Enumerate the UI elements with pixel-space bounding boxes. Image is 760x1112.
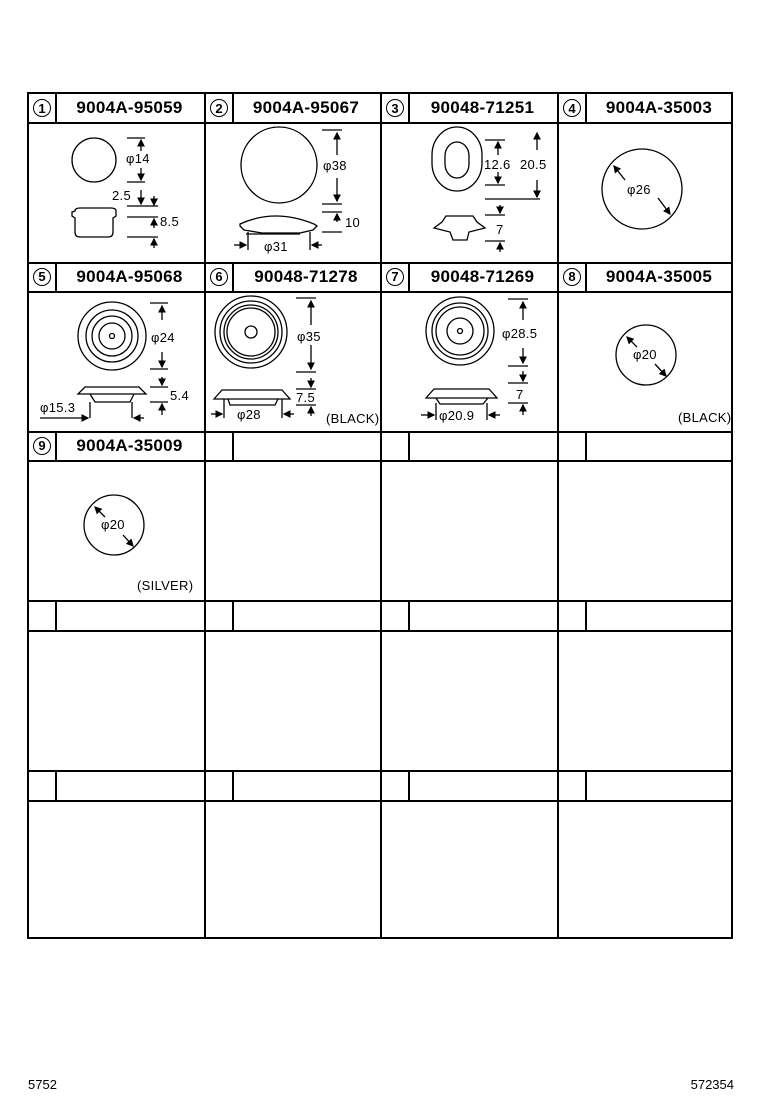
part-8-index: 8 xyxy=(559,263,585,290)
part-5-dim-diameter: φ24 xyxy=(151,330,175,345)
part-1-index: 1 xyxy=(29,94,55,122)
part-8-number[interactable]: 9004A-35005 xyxy=(605,266,713,286)
part-5-dim-inner-diameter: φ15.3 xyxy=(40,400,76,415)
part-4-dim-diameter: φ26 xyxy=(627,182,651,197)
part-4-number[interactable]: 9004A-35003 xyxy=(605,98,713,117)
part-4-index: 4 xyxy=(559,94,585,122)
part-6-number[interactable]: 90048-71278 xyxy=(254,266,358,286)
part-6-dim-inner-diameter: φ28 xyxy=(237,407,261,422)
part-7-number[interactable]: 90048-71269 xyxy=(430,266,535,286)
part-7-dim-inner-diameter: φ20.9 xyxy=(439,408,475,423)
part-1-number[interactable]: 9004A-95059 xyxy=(76,98,183,117)
part-3-drawing xyxy=(432,127,540,252)
part-2-dim-height: 10 xyxy=(345,215,361,230)
part-2-dim-inner-diameter: φ31 xyxy=(264,239,288,254)
part-3-dim-outer: 20.5 xyxy=(520,157,547,172)
part-1-dim-flange: 2.5 xyxy=(112,188,131,203)
part-9-note: (SILVER) xyxy=(137,578,194,593)
part-9-dim-diameter: φ20 xyxy=(101,517,125,532)
part-6-note: (BLACK) xyxy=(326,411,380,426)
part-6-dim-height: 7.5 xyxy=(296,390,315,405)
part-1-dim-diameter: φ14 xyxy=(126,151,150,166)
part-5-number[interactable]: 9004A-95068 xyxy=(76,266,183,286)
part-5-index: 5 xyxy=(29,263,55,290)
part-7-index: 7 xyxy=(382,263,408,290)
footer-right-code: 572354 xyxy=(690,1077,734,1092)
part-9-index: 9 xyxy=(29,432,55,459)
part-2-number[interactable]: 9004A-95067 xyxy=(252,98,360,117)
footer-left-code: 5752 xyxy=(28,1077,57,1092)
part-5-dim-height: 5.4 xyxy=(170,388,189,403)
part-7-drawing xyxy=(421,297,528,420)
part-3-index: 3 xyxy=(382,94,408,122)
part-2-drawing xyxy=(234,127,342,250)
part-8-dim-diameter: φ20 xyxy=(633,347,657,362)
part-6-index: 6 xyxy=(206,263,232,290)
part-6-dim-diameter: φ35 xyxy=(297,329,321,344)
part-3-dim-inner: 12.6 xyxy=(484,157,511,172)
part-3-number[interactable]: 90048-71251 xyxy=(430,98,535,117)
part-8-note: (BLACK) xyxy=(678,410,732,425)
part-3-dim-height: 7 xyxy=(496,222,504,237)
part-2-index: 2 xyxy=(206,94,232,122)
part-7-dim-diameter: φ28.5 xyxy=(502,326,538,341)
part-2-dim-diameter: φ38 xyxy=(323,158,347,173)
part-9-number[interactable]: 9004A-35009 xyxy=(76,435,183,455)
part-7-dim-height: 7 xyxy=(516,387,524,402)
part-1-dim-height: 8.5 xyxy=(160,214,179,229)
